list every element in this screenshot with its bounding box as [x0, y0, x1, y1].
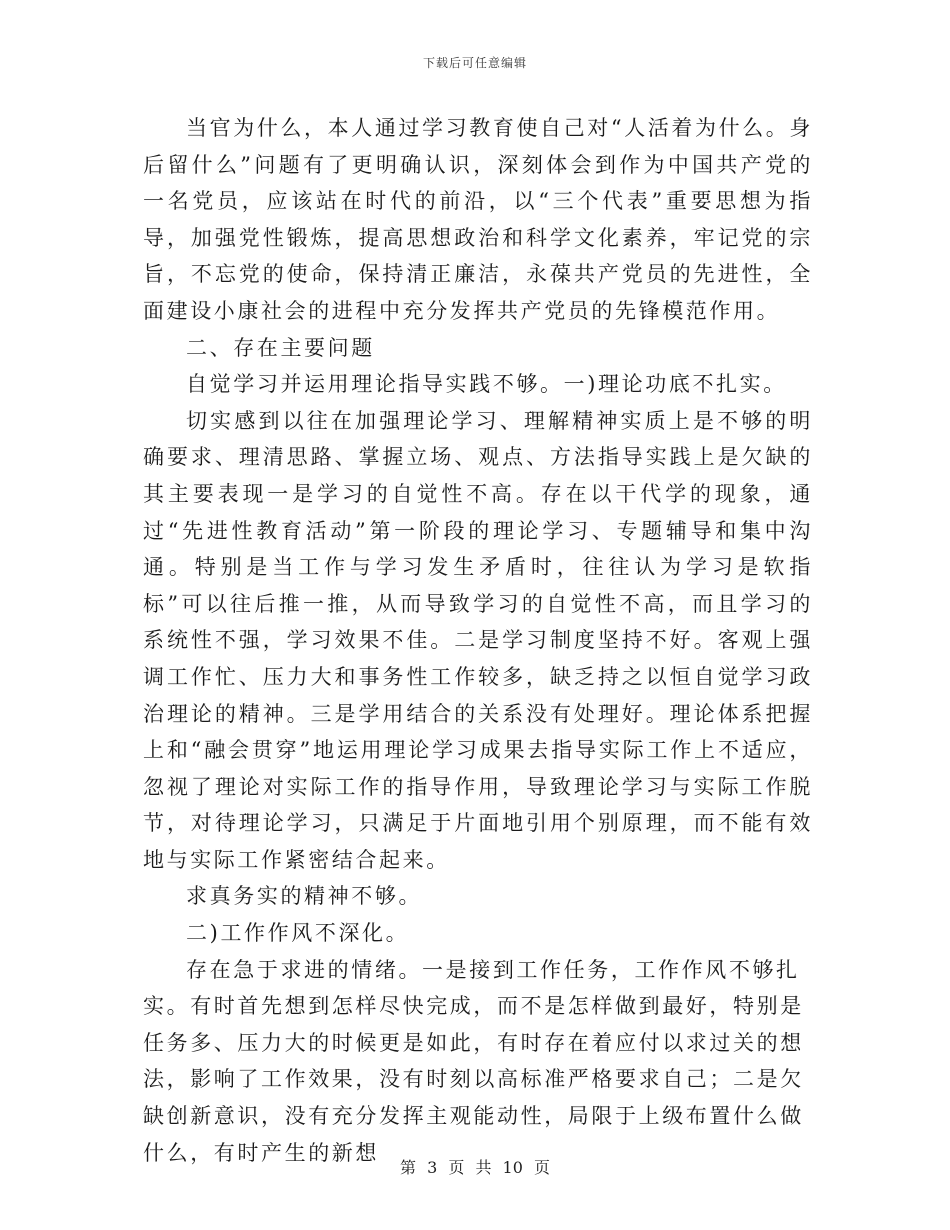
paragraph-theory-details: 切实感到以往在加强理论学习、理解精神实质上是不够的明确要求、理清思路、掌握立场、观点、方法指导实践上是欠缺的其主要表现一是学习的自觉性不高。存在以干代学的现象，通过“先进性教育活动”第一阶段的理论学习、专题辅导和集中沟通。特别是当工作与学习发生矛盾时，往往认为学习是软指标”可以往后推一推，从而导致学习的自觉性不高，而且学习的系统性不强，学习效果不佳。二是学习制度坚持不好。客观上强调工作忙、压力大和事务性工作较多，缺乏持之以恒自觉学习政治理论的精神。三是学用结合的关系没有处理好。理论体系把握上和“融会贯穿”地运用理论学习成果去指导实际工作上不适应，忽视了理论对实际工作的指导作用，导致理论学习与实际工作脱节，对待理论学习，只满足于片面地引用个别原理，而不能有效地与实际工作紧密结合起来。 — [143, 408, 813, 872]
page-number: 第 3 页 共 10 页 — [400, 1158, 550, 1177]
paragraph-work-style-details: 存在急于求进的情绪。一是接到工作任务，工作作风不够扎实。有时首先想到怎样尽快完成，而不是怎样做到最好，特别是任务多、压力大的时候更是如此，有时存在着应付以求过关的想法，影响了工作效果，没有时刻以高标准严格要求自己；二是欠缺创新意识，没有充分发挥主观能动性，局限于上级布置什么做什么，有时产生的新想 — [143, 957, 804, 1165]
paragraph-intro: 当官为什么，本人通过学习教育使自己对“人活着为什么。身后留什么”问题有了更明确认识，深刻体会到作为中国共产党的一名党员，应该站在时代的前沿，以“三个代表”重要思想为指导，加强党性锻炼，提高思想政治和科学文化素养，牢记党的宗旨，不忘党的使命，保持清正廉洁，永葆共产党员的先进性，全面建设小康社会的进程中充分发挥共产党员的先锋模范作用。 — [143, 116, 813, 323]
document-body — [143, 110, 813, 1171]
paragraph-pragmatism: 求真务实的精神不够。 — [186, 884, 423, 909]
subheading-work-style: 二)工作作风不深化。 — [186, 921, 410, 946]
page-header-note: 下载后可任意编辑 — [422, 56, 527, 70]
paragraph-theory-practice: 自觉学习并运用理论指导实践不够。一)理论功底不扎实。 — [186, 372, 787, 397]
section-heading-problems: 二、存在主要问题 — [186, 335, 375, 360]
